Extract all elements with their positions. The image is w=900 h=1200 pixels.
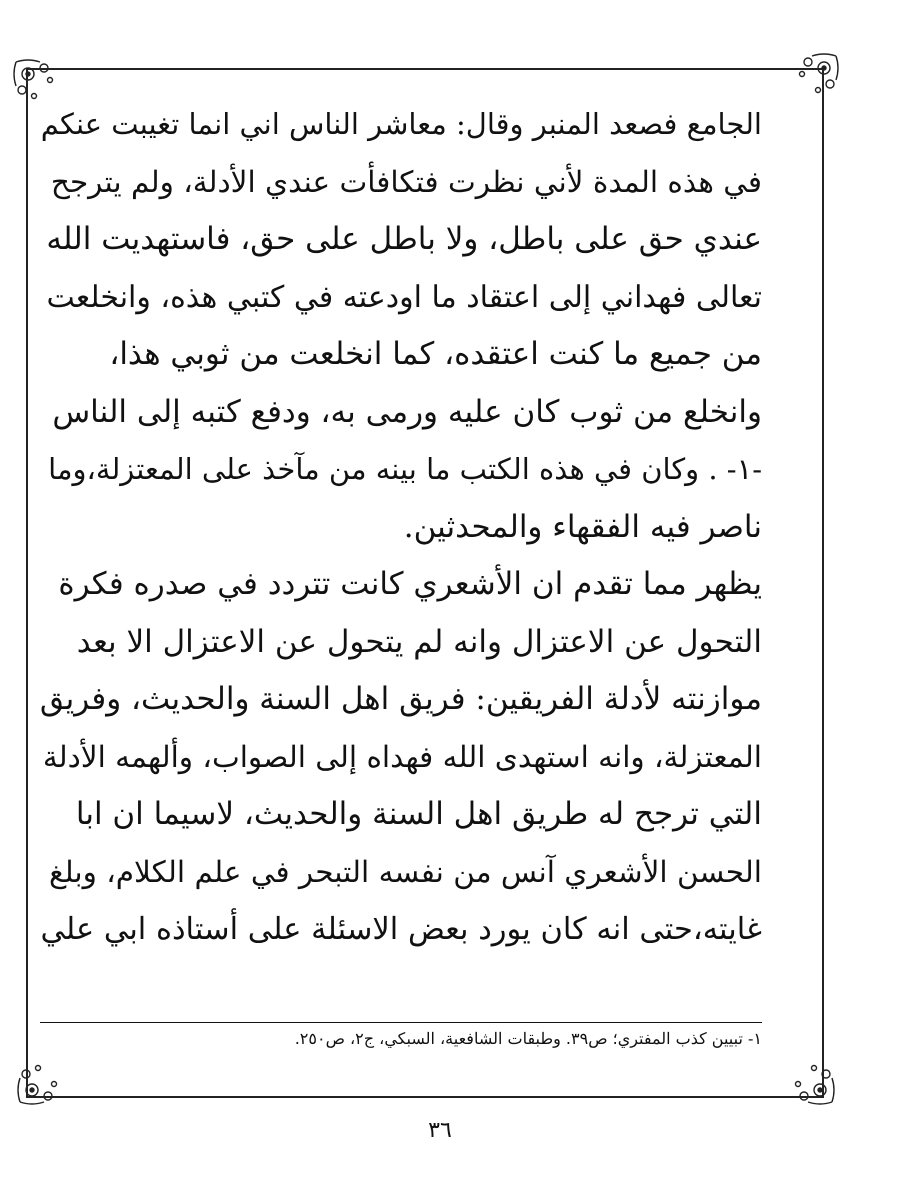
footnote-divider	[40, 1022, 762, 1023]
text-line: في هذه المدة لأني نظرت فتكافأت عندي الأدلة، ولم يترجح	[50, 164, 762, 199]
text-line: -١- . وكان في هذه الكتب ما بينه من مآخذ على المعتزلة،وما	[48, 452, 762, 486]
text-line: التي ترجح له طريق اهل السنة والحديث، لاسيما ان ابا	[75, 796, 762, 832]
text-line: تعالى فهداني إلى اعتقاد ما اودعته في كتبي هذه، وانخلعت	[46, 279, 762, 315]
text-line: غايته،حتى انه كان يورد بعض الاسئلة على أستاذه ابي علي	[40, 912, 762, 947]
footnote: ١- تبيين كذب المفتري؛ ص٣٩. وطبقات الشافعية، السبكي، ج٢، ص٢٥٠.	[294, 1029, 762, 1048]
text-line: التحول عن الاعتزال وانه لم يتحول عن الاعتزال الا بعد	[76, 623, 762, 660]
bottom-left-floral-ornament-icon	[14, 1056, 66, 1108]
text-line: من جميع ما كنت اعتقده، كما انخلعت من ثوبي هذا،	[109, 336, 762, 372]
text-line: موازنته لأدلة الفريقين: فريق اهل السنة والحديث، وفريق	[40, 681, 762, 717]
bottom-right-floral-ornament-icon	[786, 1056, 838, 1108]
text-line: الحسن الأشعري آنس من نفسه التبحر في علم الكلام، وبلغ	[48, 854, 762, 889]
main-text-block	[40, 96, 762, 959]
text-line: الجامع فصعد المنبر وقال: معاشر الناس اني انما تغيبت عنكم	[40, 107, 762, 141]
text-line: ناصر فيه الفقهاء والمحدثين.	[403, 508, 762, 545]
text-line: المعتزلة، وانه استهدى الله فهداه إلى الصواب، وألهمه الأدلة	[42, 739, 762, 774]
page-number: ٣٦	[428, 1118, 452, 1143]
text-line: عندي حق على باطل، ولا باطل على حق، فاستهديت الله	[46, 221, 762, 257]
text-line: وانخلع من ثوب كان عليه ورمى به، ودفع كتبه إلى الناس	[52, 393, 762, 430]
top-right-floral-ornament-icon	[790, 50, 842, 102]
text-line: يظهر مما تقدم ان الأشعري كانت تتردد في صدره فكرة	[58, 566, 762, 602]
